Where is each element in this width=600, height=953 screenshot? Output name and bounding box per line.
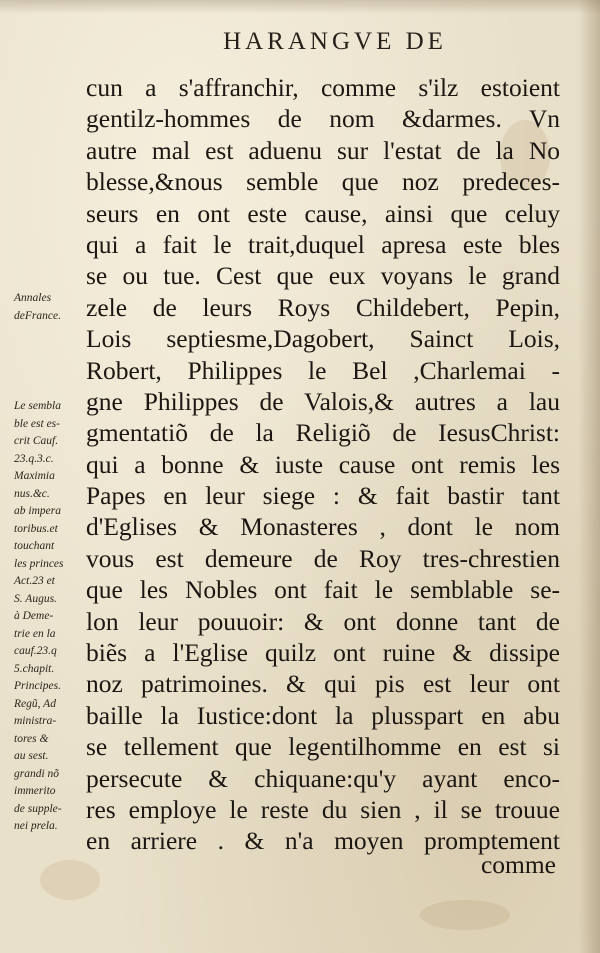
margin-note-line: grandi nõ [14,767,60,780]
margin-note-line: Act.23 et [14,575,55,587]
margin-note-line: les princes [14,557,64,570]
margin-note-line: immerito [14,785,56,797]
text-line: se ou tue. Cest que eux voyans le grand [86,261,560,291]
text-line: noz patrimoines. & qui pis est leur ont [86,669,560,699]
text-line: que les Nobles ont fait le semblable se- [86,575,560,605]
margin-note-line: touchant [14,540,55,552]
body-text [86,72,560,857]
paper-stain [40,860,100,900]
margin-note-citation [14,398,88,836]
margin-note-line: tores & [14,732,49,745]
text-line: biẽs a l'Eglise quilz ont ruine & dissipe [86,638,560,668]
margin-note-line: nei prela. [14,820,58,832]
margin-note-line: ab impera [14,505,61,517]
text-line: Papes en leur siege : & fait bastir tant [86,481,560,511]
text-line: qui a fait le trait,duquel apresa este bles [86,229,560,259]
margin-note-line: Maximia [14,470,55,482]
margin-note-line: ble est es- [14,417,60,430]
margin-note-line: cauf.23.q [14,645,57,657]
page-top-shadow [0,0,600,14]
text-line: seurs en ont este cause, ainsi que celuy [86,198,560,228]
margin-note-line: 5.chapit. [14,662,55,675]
margin-note-line: trie en la [14,627,56,640]
text-line: en arriere . & n'a moyen promptement [86,826,560,856]
text-line: qui a bonne & iuste cause ont remis les [86,449,560,479]
margin-note-line: ministra- [14,715,57,727]
margin-note-line: Regũ, Ad [14,697,56,710]
margin-note-line: Principes. [14,680,61,692]
text-line: persecute & chiquane:qu'y ayant enco- [86,763,560,793]
text-line: lon leur pouuoir: & ont donne tant de [86,606,560,636]
text-line: cun a s'affranchir, comme s'ilz estoient [86,73,560,102]
text-line: zele de leurs Roys Childebert, Pepin, [86,292,560,322]
text-line: vous est demeure de Roy tres-chrestien [86,543,560,573]
text-line: gne Philippes de Valois,& autres a lau [86,386,560,416]
margin-note-line: Annales [14,292,52,304]
text-line: autre mal est aduenu sur l'estat de la No [86,135,560,165]
margin-note-line: à Deme- [14,610,54,622]
margin-note-line: deFrance. [14,309,61,322]
margin-note-line: S. Augus. [14,592,57,605]
text-line: Robert, Philippes le Bel ,Charlemai - [86,355,560,385]
text-line: blesse,&nous semble que noz predeces- [86,167,560,197]
text-line: Lois septiesme,Dagobert, Sainct Lois, [86,324,560,354]
paper-stain [420,900,510,930]
margin-note-line: nus.&c. [14,487,50,500]
text-line: baille la Iustice:dont la plusspart en abu [86,700,560,730]
text-line: res employe le reste du sien , il se trouue [86,794,560,824]
margin-note-line: crit Cauf. [14,435,59,447]
running-head: HARANGVE DE [223,28,447,55]
text-line: se tellement que legentilhomme en est si [86,732,560,762]
text-line: d'Eglises & Monasteres , dont le nom [86,512,560,542]
margin-note-line: Le sembla [14,400,61,412]
margin-note-line: de supple- [14,802,62,815]
page-edge-shadow [578,0,600,953]
catchword: comme [480,850,556,879]
margin-note-line: 23.q.3.c. [14,452,54,465]
margin-note-line: au sest. [14,750,49,762]
text-line: gentilz-hommes de nom &darmes. Vn [86,104,560,134]
margin-note-line: toribus.et [14,522,58,535]
text-line: gmentatiõ de la Religiõ de IesusChrist: [86,418,560,448]
margin-note-annales [14,290,88,325]
